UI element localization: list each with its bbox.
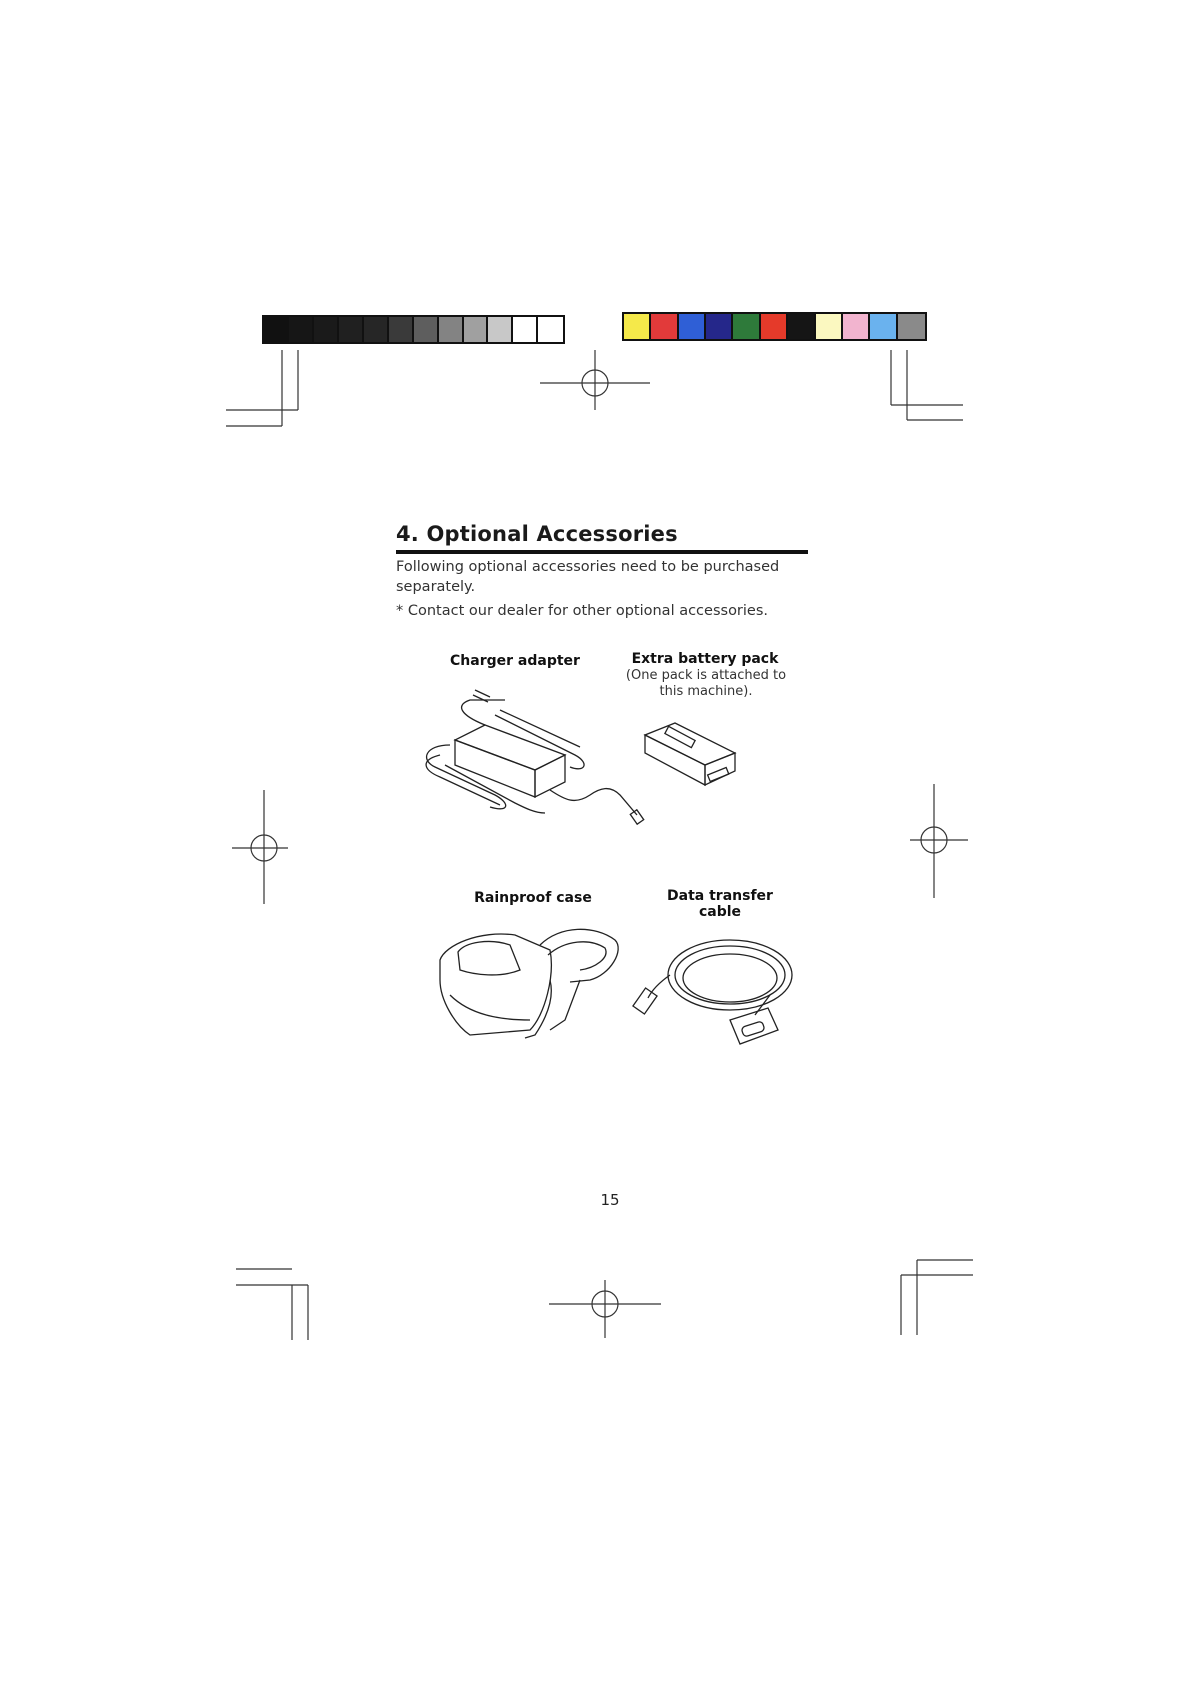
data-cable-icon xyxy=(630,920,800,1050)
gray-swatch xyxy=(538,317,563,342)
color-calibration-bar xyxy=(622,312,927,341)
color-swatch xyxy=(679,314,706,339)
data-cable-label: Data transfer cable xyxy=(667,888,773,920)
gray-swatch xyxy=(314,317,339,342)
page-number: 15 xyxy=(600,1191,620,1209)
gray-swatch xyxy=(439,317,464,342)
gray-swatch xyxy=(339,317,364,342)
gray-swatch xyxy=(289,317,314,342)
gray-swatch xyxy=(264,317,289,342)
dealer-note: * Contact our dealer for other optional accessories. xyxy=(396,603,769,619)
charger-adapter-label: Charger adapter xyxy=(450,653,580,669)
gray-swatch xyxy=(513,317,538,342)
rainproof-case-icon xyxy=(430,920,630,1045)
rainproof-case-label: Rainproof case xyxy=(474,890,592,906)
section-title: 4. Optional Accessories xyxy=(396,522,678,546)
battery-pack-label: Extra battery pack xyxy=(631,651,779,667)
color-swatch xyxy=(870,314,897,339)
battery-pack-note: (One pack is attached to this machine). xyxy=(625,668,787,699)
grayscale-calibration-bar xyxy=(262,315,565,344)
color-swatch xyxy=(761,314,788,339)
color-swatch xyxy=(898,314,925,339)
gray-swatch xyxy=(488,317,513,342)
color-swatch xyxy=(706,314,733,339)
battery-pack-icon xyxy=(640,715,745,795)
intro-text: Following optional accessories need to be purchased separately. xyxy=(396,559,780,595)
gray-swatch xyxy=(414,317,439,342)
color-swatch xyxy=(816,314,843,339)
section-heading xyxy=(396,520,808,554)
color-swatch xyxy=(788,314,815,339)
charger-adapter-icon xyxy=(415,685,655,830)
color-swatch xyxy=(843,314,870,339)
color-swatch xyxy=(651,314,678,339)
color-swatch xyxy=(733,314,760,339)
gray-swatch xyxy=(364,317,389,342)
gray-swatch xyxy=(464,317,489,342)
color-swatch xyxy=(624,314,651,339)
gray-swatch xyxy=(389,317,414,342)
